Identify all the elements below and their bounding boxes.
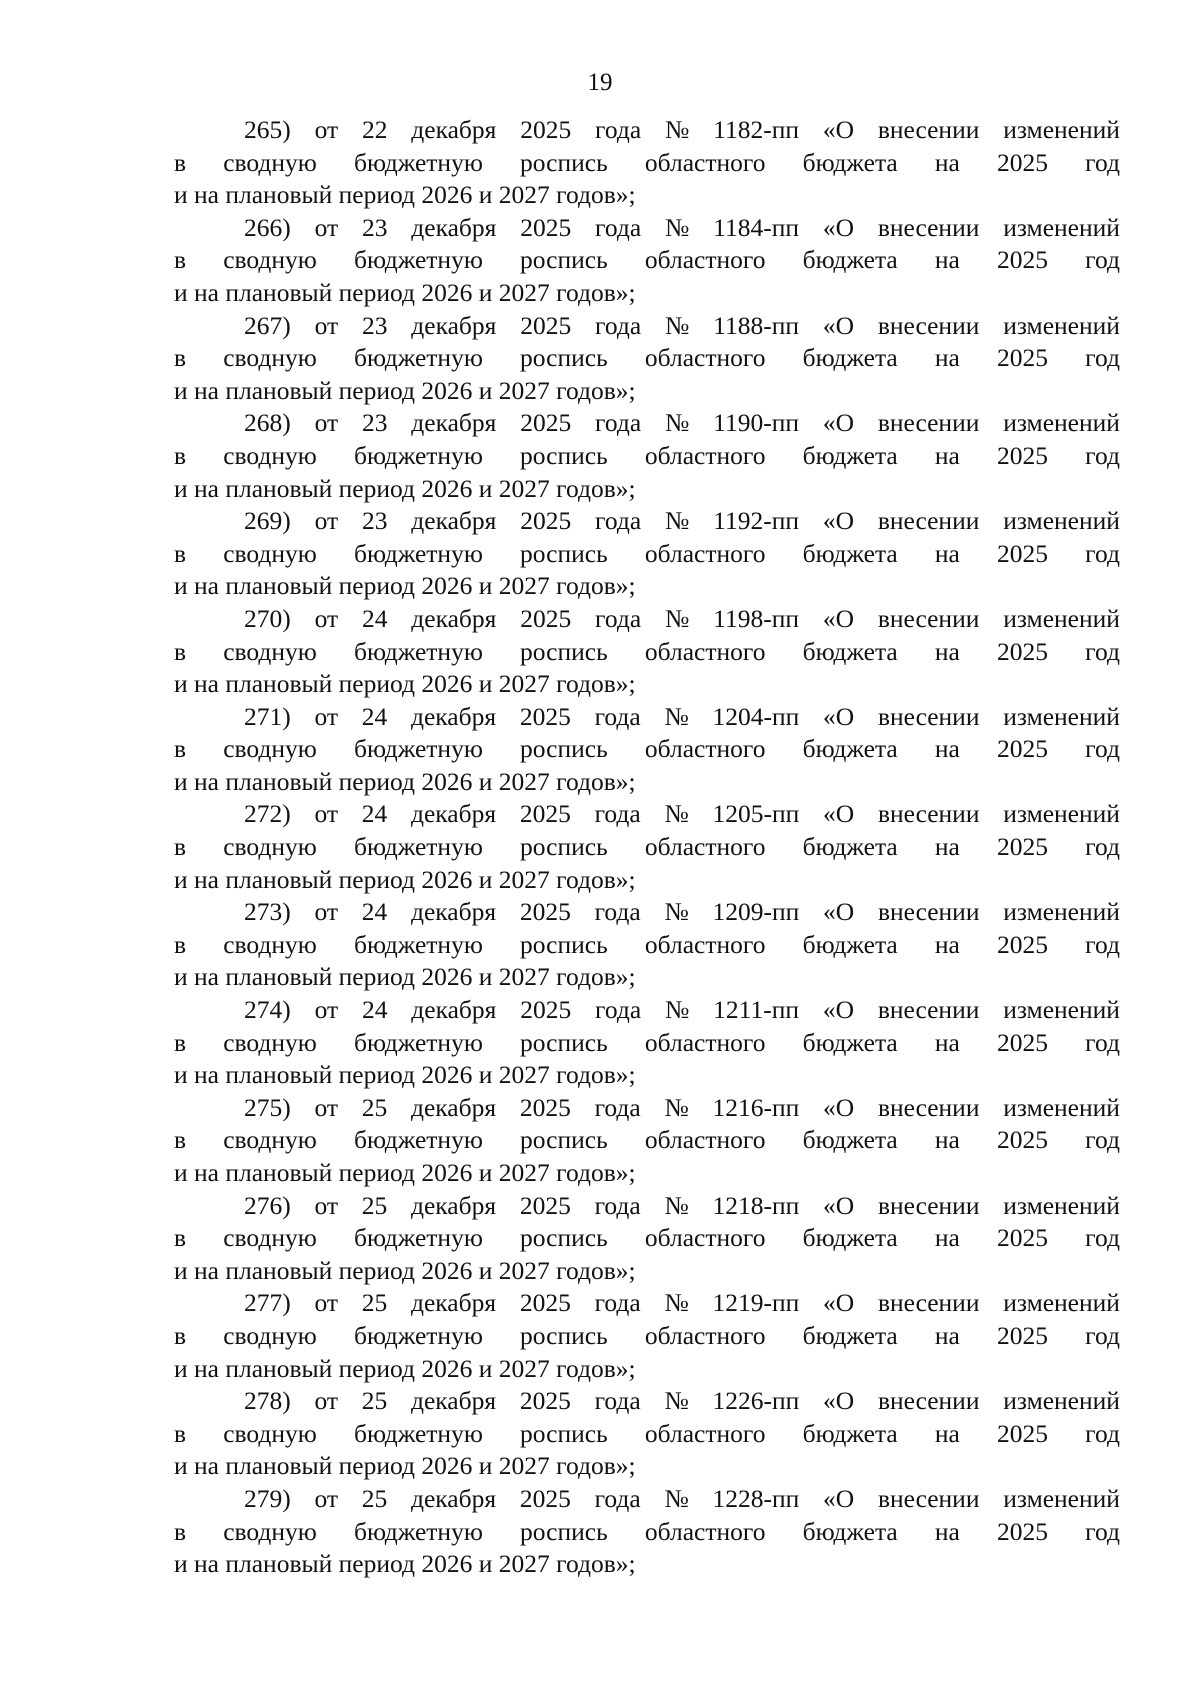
decree-item-body-line: в сводную бюджетную роспись областного бюджета на 2025 год [174, 1320, 1120, 1350]
decree-item-body-line: в сводную бюджетную роспись областного бюджета на 2025 год [174, 147, 1120, 177]
decree-item [174, 1385, 1120, 1483]
decree-item-closing-line: и на плановый период 2026 и 2027 годов»; [174, 1158, 636, 1187]
decree-item-body-line: в сводную бюджетную роспись областного бюджета на 2025 год [174, 1418, 1120, 1448]
decree-item-heading-line: 268) от 23 декабря 2025 года № 1190-пп «О внесении изменений [244, 408, 1120, 438]
decree-item-closing-line: и на плановый период 2026 и 2027 годов»; [174, 1549, 636, 1579]
decree-item-body-line: в сводную бюджетную роспись областного бюджета на 2025 год [174, 440, 1120, 470]
decree-item-heading-line: 270) от 24 декабря 2025 года № 1198-пп «О внесении изменений [244, 603, 1120, 633]
decree-item-heading-line: 274) от 24 декабря 2025 года № 1211-пп «О внесении изменений [244, 995, 1120, 1025]
decree-list [174, 114, 1120, 1581]
decree-item-body-line: в сводную бюджетную роспись областного бюджета на 2025 год [174, 734, 1120, 764]
decree-item-closing-line: и на плановый период 2026 и 2027 годов»; [174, 1353, 636, 1383]
decree-item-closing-line: и на плановый период 2026 и 2027 годов»; [174, 180, 636, 210]
decree-item-closing-line: и на плановый период 2026 и 2027 годов»; [174, 277, 636, 307]
decree-item-closing-line: и на плановый период 2026 и 2027 годов»; [174, 864, 636, 894]
decree-item-heading-line: 271) от 24 декабря 2025 года № 1204-пп «О внесении изменений [244, 701, 1120, 731]
decree-item [174, 798, 1120, 896]
decree-item-heading-line: 275) от 25 декабря 2025 года № 1216-пп «О внесении изменений [244, 1092, 1120, 1122]
decree-item-body-line: в сводную бюджетную роспись областного бюджета на 2025 год [174, 929, 1120, 959]
decree-item-body-line: в сводную бюджетную роспись областного бюджета на 2025 год [174, 343, 1120, 373]
decree-item [174, 701, 1120, 799]
decree-item-heading-line: 277) от 25 декабря 2025 года № 1219-пп «О внесении изменений [244, 1288, 1120, 1318]
decree-item-heading-line: 272) от 24 декабря 2025 года № 1205-пп «О внесении изменений [244, 799, 1120, 829]
decree-item [174, 310, 1120, 408]
decree-item-body-line: в сводную бюджетную роспись областного бюджета на 2025 год [174, 1125, 1120, 1155]
decree-item-body-line: в сводную бюджетную роспись областного бюджета на 2025 год [174, 1516, 1120, 1546]
decree-item-heading-line: 273) от 24 декабря 2025 года № 1209-пп «О внесении изменений [244, 897, 1120, 927]
decree-item-closing-line: и на плановый период 2026 и 2027 годов»; [174, 473, 636, 503]
decree-item [174, 212, 1120, 310]
page-number: 19 [587, 69, 613, 96]
decree-item [174, 1190, 1120, 1288]
decree-item-body-line: в сводную бюджетную роспись областного бюджета на 2025 год [174, 832, 1120, 862]
decree-item-body-line: в сводную бюджетную роспись областного бюджета на 2025 год [174, 245, 1120, 275]
decree-item-heading-line: 265) от 22 декабря 2025 года № 1182-пп «О внесении изменений [244, 115, 1120, 144]
decree-item-closing-line: и на плановый период 2026 и 2027 годов»; [174, 375, 636, 405]
decree-item-heading-line: 266) от 23 декабря 2025 года № 1184-пп «О внесении изменений [244, 212, 1120, 242]
decree-item [174, 114, 1120, 212]
decree-item [174, 505, 1120, 603]
decree-item-heading-line: 267) от 23 декабря 2025 года № 1188-пп «О внесении изменений [244, 310, 1120, 340]
decree-item-closing-line: и на плановый период 2026 и 2027 годов»; [174, 766, 636, 796]
decree-item [174, 407, 1120, 505]
decree-item-closing-line: и на плановый период 2026 и 2027 годов»; [174, 1255, 636, 1285]
decree-item-body-line: в сводную бюджетную роспись областного бюджета на 2025 год [174, 636, 1120, 666]
decree-item-heading-line: 278) от 25 декабря 2025 года № 1226-пп «О внесении изменений [244, 1386, 1120, 1416]
decree-item-body-line: в сводную бюджетную роспись областного бюджета на 2025 год [174, 538, 1120, 568]
decree-item [174, 1483, 1120, 1581]
decree-item-body-line: в сводную бюджетную роспись областного бюджета на 2025 год [174, 1223, 1120, 1253]
decree-item-heading-line: 276) от 25 декабря 2025 года № 1218-пп «О внесении изменений [244, 1190, 1120, 1220]
decree-item-body-line: в сводную бюджетную роспись областного бюджета на 2025 год [174, 1027, 1120, 1057]
decree-item-closing-line: и на плановый период 2026 и 2027 годов»; [174, 1060, 636, 1090]
decree-item-closing-line: и на плановый период 2026 и 2027 годов»; [174, 962, 636, 992]
decree-item-closing-line: и на плановый период 2026 и 2027 годов»; [174, 1451, 636, 1481]
decree-item-heading-line: 279) от 25 декабря 2025 года № 1228-пп «О внесении изменений [244, 1483, 1120, 1513]
decree-item [174, 896, 1120, 994]
decree-item-heading-line: 269) от 23 декабря 2025 года № 1192-пп «О внесении изменений [244, 506, 1120, 536]
decree-item-closing-line: и на плановый период 2026 и 2027 годов»; [174, 571, 636, 601]
decree-item-closing-line: и на плановый период 2026 и 2027 годов»; [174, 669, 636, 699]
decree-item [174, 1287, 1120, 1385]
decree-item [174, 603, 1120, 701]
decree-item [174, 994, 1120, 1092]
decree-item [174, 1092, 1120, 1190]
